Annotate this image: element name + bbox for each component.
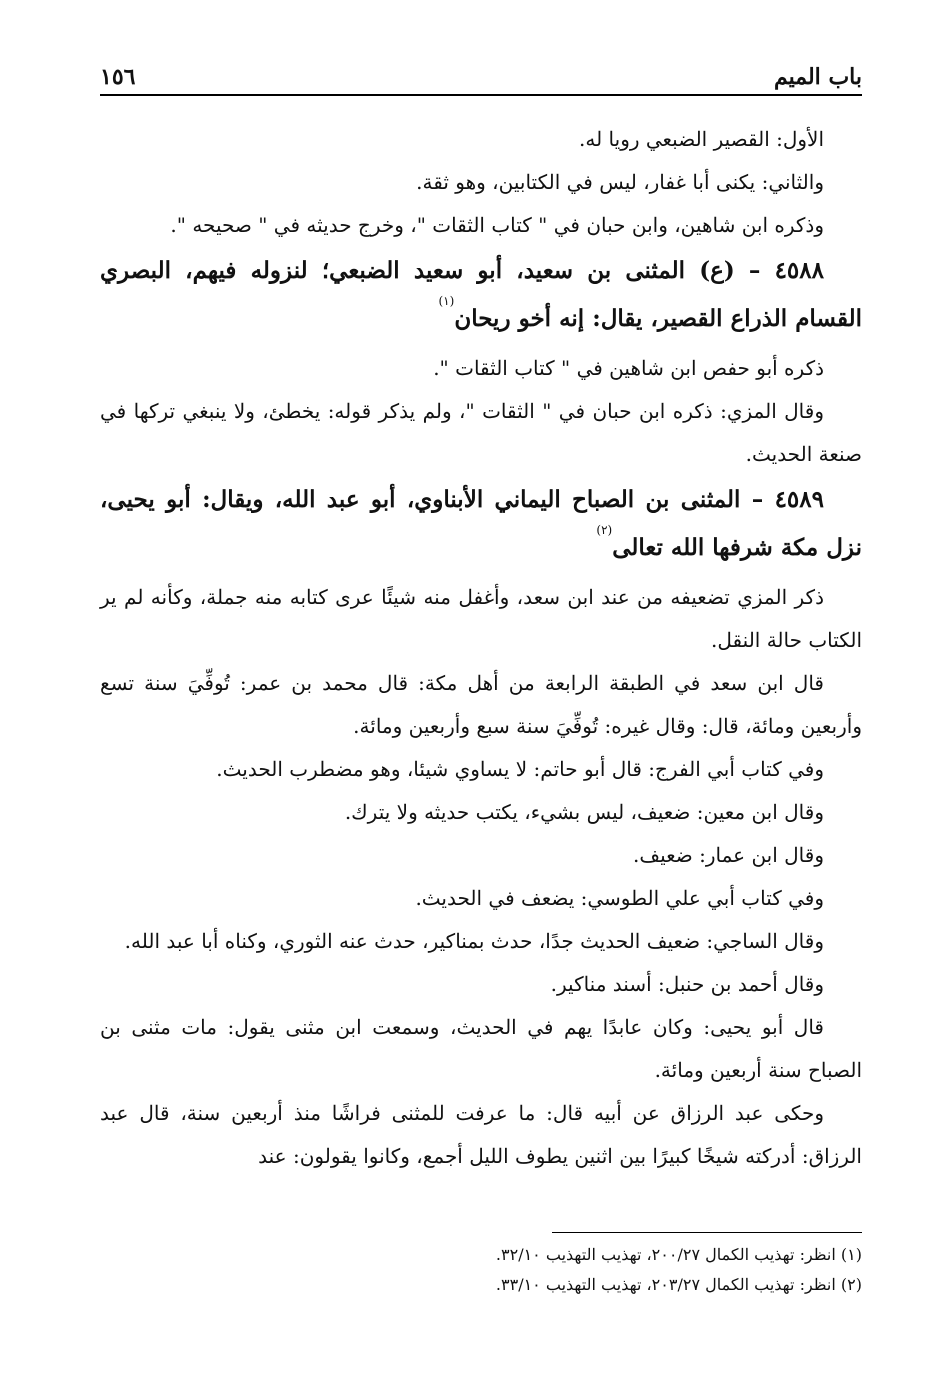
footnote-marker: (٢) bbox=[596, 523, 613, 537]
paragraph: وفي كتاب أبي الفرج: قال أبو حاتم: لا يساوي شيئا، وهو مضطرب الحديث. bbox=[216, 757, 824, 781]
paragraph: وفي كتاب أبي علي الطوسي: يضعف في الحديث. bbox=[415, 886, 824, 910]
paragraph: وقال ابن عمار: ضعيف. bbox=[633, 843, 824, 867]
page-number: ١٥٦ bbox=[100, 64, 136, 90]
page-header bbox=[100, 56, 862, 96]
paragraph: وقال أحمد بن حنبل: أسند مناكير. bbox=[550, 972, 824, 996]
paragraph: وقال الساجي: ضعيف الحديث جدًا، حدث بمناكير، حدث عنه الثوري، وكناه أبا عبد الله. bbox=[124, 929, 824, 953]
paragraph: وحكى عبد الرزاق عن أبيه قال: ما عرفت للمثنى فراشًا منذ أربعين سنة، قال عبد الرزاق: أدركته شيخًا كبيرًا بين اثنين يطوف الليل أجمع، وكانوا يقولون: عند bbox=[100, 1101, 862, 1168]
paragraph: قال ابن سعد في الطبقة الرابعة من أهل مكة: قال محمد بن عمر: تُوفِّيَ سنة تسع وأربعين ومائة، قال: وقال غيره: تُوفِّيَ سنة سبع وأربعين ومائة. bbox=[100, 671, 862, 738]
footnotes bbox=[100, 1240, 862, 1300]
footnote: (١) انظر: تهذيب الكمال ٢٠٠/٢٧، تهذيب التهذيب ٣٢/١٠. bbox=[495, 1245, 862, 1264]
paragraph: وذكره ابن شاهين، وابن حبان في " كتاب الثقات "، وخرج حديثه في " صحيحه ". bbox=[170, 213, 824, 237]
entry-heading-4589 bbox=[100, 476, 862, 572]
paragraph: ذكره أبو حفص ابن شاهين في " كتاب الثقات ". bbox=[433, 356, 824, 380]
entry-heading-text: ٤٥٨٩ – المثنى بن الصباح اليماني الأبناوي، أبو عبد الله، ويقال: أبو يحيى، نزل مكة شرفها الله تعالى bbox=[100, 486, 862, 561]
footnote: (٢) انظر: تهذيب الكمال ٢٠٣/٢٧، تهذيب التهذيب ٣٣/١٠. bbox=[495, 1275, 862, 1294]
footnote-divider bbox=[552, 1232, 862, 1233]
entry-heading-4588 bbox=[100, 247, 862, 343]
page-body bbox=[100, 118, 862, 1178]
paragraph: وقال ابن معين: ضعيف، ليس بشيء، يكتب حديثه ولا يترك. bbox=[344, 800, 824, 824]
paragraph: ذكر المزي تضعيفه من عند ابن سعد، وأغفل منه شيئًا عرى كتابه منه جملة، وكأنه لم ير الكتاب حالة النقل. bbox=[100, 585, 862, 652]
paragraph: والثاني: يكنى أبا غفار، ليس في الكتابين، وهو ثقة. bbox=[416, 170, 824, 194]
paragraph: وقال المزي: ذكره ابن حبان في " الثقات "، ولم يذكر قوله: يخطئ، ولا ينبغي تركها في صنعة الحديث. bbox=[100, 399, 862, 466]
entry-heading-text: ٤٥٨٨ – (ع) المثنى بن سعيد، أبو سعيد الضبعي؛ لنزوله فيهم، البصري القسام الذراع القصير، يقال: إنه أخو ريحان bbox=[100, 257, 862, 332]
paragraph: قال أبو يحيى: وكان عابدًا يهم في الحديث، وسمعت ابن مثنى يقول: مات مثنى بن الصباح سنة أربعين ومائة. bbox=[100, 1015, 862, 1082]
running-title: باب الميم bbox=[773, 64, 862, 90]
footnote-marker: (١) bbox=[438, 294, 455, 308]
paragraph: الأول: القصير الضبعي رويا له. bbox=[579, 127, 824, 151]
